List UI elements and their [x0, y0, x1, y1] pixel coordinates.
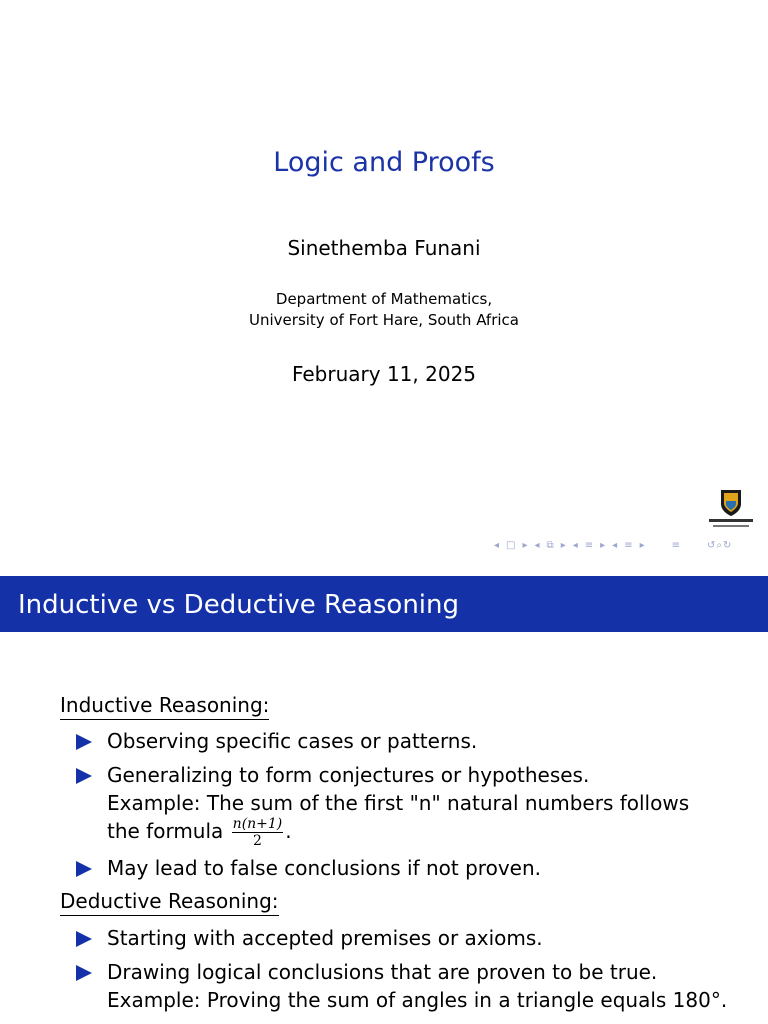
bullet-triangle-icon — [76, 861, 92, 877]
institute — [0, 289, 768, 331]
inductive-list — [76, 727, 689, 888]
nav-subsection-icon[interactable]: ≡ — [584, 539, 595, 551]
bullet-triangle-icon — [76, 965, 92, 981]
list-item: Starting with accepted premises or axioms. — [76, 924, 727, 952]
nav-prev-section-icon[interactable]: ◂ — [612, 539, 619, 551]
nav-slide-icon[interactable]: □ — [506, 539, 517, 551]
nav-frame-icon[interactable]: ⧉ — [546, 539, 555, 551]
author-name: Sinethemba Funani — [287, 236, 481, 260]
nav-next-frame-icon[interactable]: ▸ — [560, 539, 567, 551]
bullet-triangle-icon — [76, 734, 92, 750]
inductive-heading: Inductive Reasoning: — [60, 693, 269, 720]
content-slide — [0, 576, 768, 1024]
nav-search-icon[interactable]: ↺⌕↻ — [707, 539, 733, 551]
list-item: Observing specific cases or patterns. — [76, 727, 689, 755]
bullet-triangle-icon — [76, 768, 92, 784]
institute-line-2: University of Fort Hare, South Africa — [249, 311, 519, 329]
deductive-heading: Deductive Reasoning: — [60, 889, 279, 916]
bullet-triangle-icon — [76, 931, 92, 947]
university-logo — [703, 488, 759, 530]
nav-prev-slide-icon[interactable]: ◂ — [494, 539, 501, 551]
nav-next-subsection-icon[interactable]: ▸ — [600, 539, 607, 551]
deductive-list — [76, 924, 727, 1020]
nav-toc-icon[interactable]: ≡ — [671, 539, 682, 551]
institute-line-1: Department of Mathematics, — [275, 290, 493, 308]
nav-next-slide-icon[interactable]: ▸ — [522, 539, 529, 551]
nav-prev-frame-icon[interactable]: ◂ — [534, 539, 541, 551]
presentation-date: February 11, 2025 — [291, 362, 477, 386]
formula-fraction: $\frac{n(n+1)}{2}$ — [232, 816, 283, 849]
frame-title-bar — [0, 576, 768, 632]
list-item: Generalizing to form conjectures or hypotheses. Example: The sum of the first "n" natural numbers follows the formula $\frac{n(n+1)}{2}$ . — [76, 761, 689, 848]
list-item: May lead to false conclusions if not proven. — [76, 854, 689, 882]
list-item: Drawing logical conclusions that are proven to be true. Example: Proving the sum of angles in a triangle equals 180°. — [76, 958, 727, 1014]
nav-section-icon[interactable]: ≡ — [624, 539, 634, 551]
frame-title: Inductive vs Deductive Reasoning — [18, 590, 460, 620]
nav-next-section-icon[interactable]: ▸ — [639, 539, 646, 551]
nav-prev-subsection-icon[interactable]: ◂ — [572, 539, 579, 551]
beamer-navigation-bar[interactable] — [494, 538, 732, 552]
presentation-title: Logic and Proofs — [273, 147, 495, 178]
